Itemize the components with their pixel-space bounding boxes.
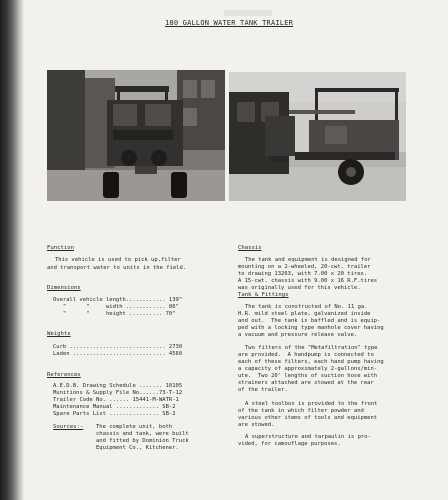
tank-para1-line-2: H.R. mild steel plate, galvanized inside (238, 311, 371, 317)
reference-line-3: Trailer Code No. ...... 15441-M-WATR-1 (53, 397, 179, 403)
tank-para2-line-1: Two filters of the "Metafiltration" type (245, 345, 378, 351)
sources-line-1: The complete unit, both (96, 424, 173, 430)
weight-curb: Curb ............................. 2730 (53, 344, 183, 350)
chassis-line-2: mounting on a 2-wheeled, 20-cwt. trailer (238, 264, 371, 270)
tank-para4-line-1: A superstructure and tarpaulin is pro- (245, 434, 371, 440)
chassis-line-5: was originally used for this vehicle. (238, 285, 361, 291)
tank-para2-line-2: are provided. A handpump is connected to (238, 352, 374, 358)
tank-para1-line-4: ped with a locking type manhole cover having (238, 325, 384, 331)
weight-laden: Laden ............................ 4560 (53, 351, 183, 357)
tank-para3-line-3: various other items of tools and equipment (238, 415, 378, 421)
dimension-length: Overall vehicle length............ 139" (53, 297, 183, 303)
sources-line-3: and fitted by Dominion Truck (96, 438, 189, 444)
tank-para4-line-2: vided, for camouflage purposes. (238, 441, 341, 447)
dimension-height: " " height .......... 70" (53, 311, 176, 317)
reference-line-2: Munitions & Supply File No......73-T-12 (53, 390, 183, 396)
sources-line-2: chassis and tank, were built (96, 431, 189, 437)
function-line-1: This vehicle is used to pick up,filter (55, 257, 181, 263)
reference-line-5: Spare Parts List ............... SB-2 (53, 411, 176, 417)
section-heading-references: References (47, 372, 81, 378)
tank-para2-line-6: strainers attached are stowed at the rear (238, 380, 374, 386)
tank-para2-line-4: a capacity of approximately 2-gallons/min- (238, 366, 378, 372)
tank-para3-line-2: of the tank in which filter powder and (238, 408, 364, 414)
tank-para1-line-3: and out. The tank is baffled and is equip- (238, 318, 381, 324)
tank-para2-line-5: ute. Two 20' lengths of suction hose with (238, 373, 378, 379)
chassis-line-1: The tank and equipment is designed for (245, 257, 371, 263)
tank-para2-line-7: of the trailer. (238, 387, 288, 393)
tank-para1-line-1: The tank is constructed of No. 11 ga. (245, 304, 368, 310)
tank-para1-line-5: a vacuum and pressure release valve. (238, 332, 358, 338)
photo-trailer-front (47, 70, 225, 201)
chassis-line-3: to drawing 13263, with 7.00 x 20 tires. (238, 271, 368, 277)
section-heading-weights: Weights (47, 331, 71, 337)
tank-para2-line-3: each of these filters, each hand pump having (238, 359, 384, 365)
section-heading-tank-fittings: Tank & Fittings (238, 292, 289, 298)
reference-line-1: A.E.D.B. Drawing Schedule ....... 10105 (53, 383, 183, 389)
sources-line-4: Equipment Co., Kitchener. (96, 445, 179, 451)
chassis-line-4: A 15-cwt. chassis with 9.00 x 16 R.F.tires (238, 278, 378, 284)
scanned-page-edge (0, 0, 24, 500)
function-line-2: and transport water to units in the field. (47, 265, 187, 271)
section-heading-sources: Sources:- (53, 424, 84, 430)
document-title: 180 GALLON WATER TANK TRAILER (165, 19, 294, 27)
dimension-width: " " width ............ 86" (53, 304, 179, 310)
photo-trailer-side (229, 72, 406, 201)
reference-line-4: Maintenance Manual ............. SB-2 (53, 404, 176, 410)
tank-para3-line-4: are stowed. (238, 422, 275, 428)
faint-header-mark (224, 10, 272, 16)
section-heading-chassis: Chassis (238, 245, 262, 251)
section-heading-function: Function (47, 245, 74, 251)
section-heading-dimensions: Dimensions (47, 285, 81, 291)
tank-para3-line-1: A steel toolbox is provided to the front (245, 401, 378, 407)
